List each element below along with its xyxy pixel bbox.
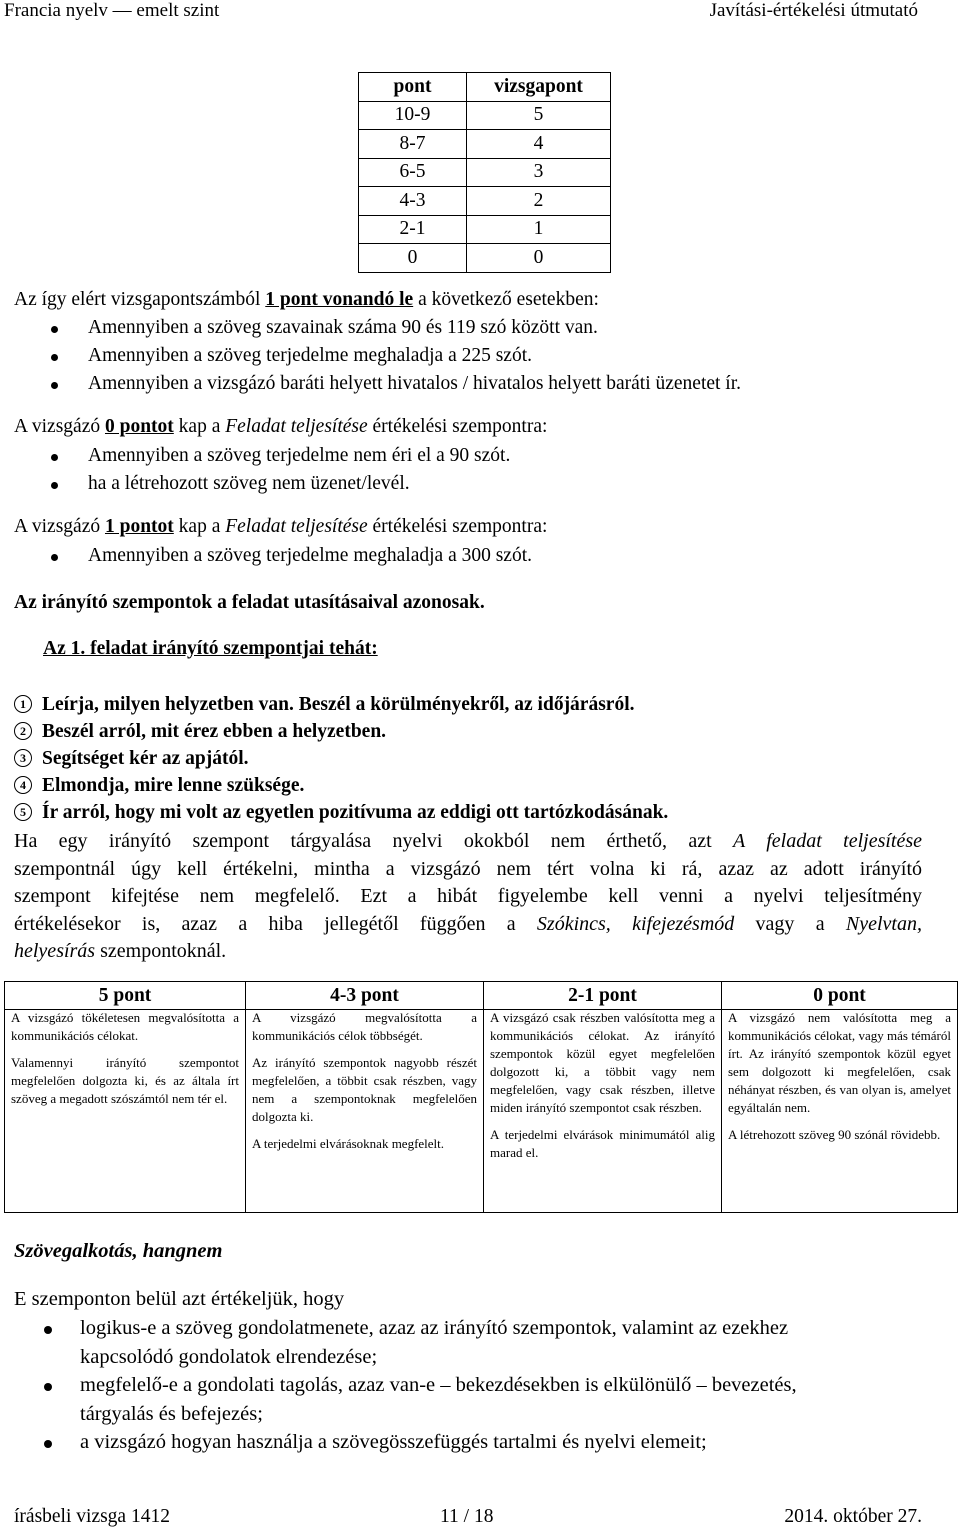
list-item: Amennyiben a szöveg terjedelme meghaladja a 300 szót. xyxy=(88,545,533,566)
bullet-icon xyxy=(44,1383,52,1391)
bullet-icon xyxy=(51,554,58,561)
grid-column-5 xyxy=(5,982,245,1212)
footer-page-number: 11 / 18 xyxy=(440,1506,494,1527)
para-italic: A feladat teljesítése xyxy=(733,830,922,852)
section-title: Szövegalkotás, hangnem xyxy=(14,1240,223,1262)
list-item-line: kapcsolódó gondolatok elrendezése; xyxy=(80,1346,378,1368)
grid-paragraph: A vizsgázó megvalósította a kommunikációs célok többségét. xyxy=(252,1010,477,1043)
table-cell: 1 xyxy=(467,215,611,244)
list-item: ha a létrehozott szöveg nem üzenet/levél. xyxy=(88,473,410,494)
bullet-icon xyxy=(51,382,58,389)
zero-pre: A vizsgázó xyxy=(14,416,105,437)
grid-column-header: 4-3 pont xyxy=(246,982,483,1010)
guide-point-text: Ír arról, hogy mi volt az egyetlen pozitívuma az eddigi ott tartózkodásának. xyxy=(42,802,669,823)
para-text: szempontoknál. xyxy=(95,940,227,962)
guide-point-text: Segítséget kér az apjától. xyxy=(42,748,249,769)
list-item-line: megfelelő-e a gondolati tagolás, azaz van-e – bekezdésekben is elkülönülő – bevezetés, xyxy=(80,1374,797,1396)
table-header-row xyxy=(359,73,611,102)
grid-column-body xyxy=(11,1009,239,1117)
grid-paragraph: A vizsgázó csak részben valósította meg a kommunikációs célokat. Az irányító szempontok közül egyet megfelelően dolgozott ki, a többit vagy nem megfelelően, vagy csak részben, illetve miden irányító szempontot csak részben. xyxy=(490,1010,715,1115)
table-header-cell: vizsgapont xyxy=(467,73,611,102)
scoring-grid xyxy=(4,981,958,1213)
zero-emphasis: 0 pontot xyxy=(104,416,174,437)
table-cell: 5 xyxy=(467,101,611,130)
zero-intro xyxy=(14,416,547,438)
grid-paragraph: Az irányító szempontok nagyobb részét megfelelően, a többit csak részben, vagy nem a szempontoknak megfelelően dolgozta ki. xyxy=(252,1055,477,1124)
table-row xyxy=(359,158,611,187)
task1-heading: Az 1. feladat irányító szempontjai tehát: xyxy=(43,638,378,659)
paragraph-line xyxy=(14,938,922,966)
paragraph-line xyxy=(14,911,922,939)
grid-column-0 xyxy=(721,982,957,1212)
table-row xyxy=(359,244,611,273)
footer-right: 2014. október 27. xyxy=(784,1506,922,1527)
table-header-cell: pont xyxy=(359,73,467,102)
deduct-emphasis: 1 pont vonandó le xyxy=(265,289,414,310)
header-right: Javítási-értékelési útmutató xyxy=(709,0,918,21)
grid-column-header: 2-1 pont xyxy=(484,982,721,1010)
list-item: Amennyiben a szöveg terjedelme nem éri el a 90 szót. xyxy=(88,445,511,466)
grid-column-2-1 xyxy=(483,982,721,1212)
table-cell: 6-5 xyxy=(359,158,467,187)
guide-same-note: Az irányító szempontok a feladat utasításaival azonosak. xyxy=(14,592,485,613)
grid-paragraph: A létrehozott szöveg 90 szónál rövidebb. xyxy=(728,1127,941,1142)
circled-number-icon: 2 xyxy=(14,722,32,740)
one-emphasis: 1 pontot xyxy=(104,516,174,537)
grid-paragraph: A vizsgázó tökéletesen megvalósította a kommunikációs célokat. xyxy=(11,1010,239,1043)
bullet-icon xyxy=(51,354,58,361)
para-italic: Nyelvtan, xyxy=(845,912,922,935)
guide-point-text: Elmondja, mire lenne szüksége. xyxy=(42,775,305,796)
table-row xyxy=(359,130,611,159)
table-cell: 8-7 xyxy=(359,130,467,159)
table-row xyxy=(359,215,611,244)
circled-number-icon: 4 xyxy=(14,776,32,794)
one-criterion: Feladat teljesítése xyxy=(225,516,368,537)
deduct-post: a következő esetekben: xyxy=(413,289,599,310)
list-item: Amennyiben a szöveg szavainak száma 90 és 119 szó között van. xyxy=(88,317,598,338)
para-italic: Szókincs, kifejezésmód xyxy=(536,912,735,935)
guide-point xyxy=(14,802,668,824)
circled-number-icon: 1 xyxy=(14,695,32,713)
deduct-intro xyxy=(14,289,599,311)
grid-column-body xyxy=(490,1009,715,1171)
para-text: értékelésekor is, azaz a hiba jellegétől függően a xyxy=(14,912,537,935)
bullet-icon xyxy=(51,482,58,489)
zero-mid: kap a xyxy=(173,416,226,437)
para-text: Ha egy irányító szempont tárgyalása nyelvi okokból nem érthető, azt xyxy=(14,830,734,852)
deduct-pre: Az így elért vizsgapontszámból xyxy=(14,289,266,310)
list-item-line: a vizsgázó hogyan használja a szövegösszefüggés tartalmi és nyelvi elemeit; xyxy=(80,1431,707,1453)
table-cell: 4-3 xyxy=(359,187,467,216)
grid-column-body xyxy=(728,1009,951,1153)
guide-point xyxy=(14,694,635,716)
bullet-icon xyxy=(51,326,58,333)
table-cell: 4 xyxy=(467,130,611,159)
guide-point-text: Leírja, milyen helyzetben van. Beszél a körülményekről, az időjárásról. xyxy=(42,694,635,715)
table-cell: 3 xyxy=(467,158,611,187)
one-intro xyxy=(14,516,547,538)
list-item-line: tárgyalás és befejezés; xyxy=(80,1403,263,1425)
circled-number-icon: 3 xyxy=(14,749,32,767)
one-pre: A vizsgázó xyxy=(14,516,105,537)
grid-paragraph: Valamennyi irányító szempontot megfelelően dolgozta ki, és az általa írt szöveg a megadott szószámtól nem tér el. xyxy=(11,1055,239,1106)
one-mid: kap a xyxy=(173,516,226,537)
grid-paragraph: A terjedelmi elvárásoknak megfelelt. xyxy=(252,1136,445,1151)
grid-paragraph: A terjedelmi elvárások minimumától alig marad el. xyxy=(490,1127,715,1160)
grid-paragraph: A vizsgázó nem valósította meg a kommunikációs célokat, vagy más témáról írt. Az irányító szempontok közül egyet sem dolgozott ki megfelelően, csak néhányat részben, és van olyan is, amelyet egyáltalán nem. xyxy=(728,1010,951,1115)
guide-point xyxy=(14,721,386,743)
section-intro: E szemponton belül azt értékeljük, hogy xyxy=(14,1288,345,1310)
grid-column-body xyxy=(252,1009,477,1162)
bullet-icon xyxy=(51,454,58,461)
circled-number-icon: 5 xyxy=(14,803,32,821)
list-item-line: logikus-e a szöveg gondolatmenete, azaz az irányító szempontok, valamint az ezekhez xyxy=(80,1317,789,1339)
table-cell: 0 xyxy=(359,244,467,273)
one-post: értékelési szempontra: xyxy=(367,516,548,537)
table-cell: 2 xyxy=(467,187,611,216)
paragraph-line xyxy=(14,828,922,856)
evaluation-paragraph xyxy=(14,828,922,966)
guide-point xyxy=(14,775,304,797)
bullet-icon xyxy=(44,1326,52,1334)
list-item: Amennyiben a vizsgázó baráti helyett hivatalos / hivatalos helyett baráti üzenetet ír. xyxy=(88,373,742,394)
header-left: Francia nyelv — emelt szint xyxy=(4,0,220,21)
zero-post: értékelési szempontra: xyxy=(367,416,548,437)
list-item: Amennyiben a szöveg terjedelme meghaladja a 225 szót. xyxy=(88,345,533,366)
table-cell: 10-9 xyxy=(359,101,467,130)
grid-column-header: 5 pont xyxy=(5,982,245,1010)
para-italic: helyesírás xyxy=(14,940,96,962)
paragraph-line: szempont kifejtése nem megfelelő. Ezt a hibát figyelembe kell venni a nyelvi teljesítmény xyxy=(14,885,922,907)
guide-point xyxy=(14,748,249,770)
guide-point-text: Beszél arról, mit érez ebben a helyzetben. xyxy=(42,721,387,742)
grid-column-4-3 xyxy=(245,982,483,1212)
table-row xyxy=(359,101,611,130)
para-text: vagy a xyxy=(734,912,846,935)
grid-column-header: 0 pont xyxy=(722,982,957,1010)
bullet-icon xyxy=(44,1440,52,1448)
table-cell: 0 xyxy=(467,244,611,273)
table-cell: 2-1 xyxy=(359,215,467,244)
table-row xyxy=(359,187,611,216)
conversion-table xyxy=(358,72,611,273)
paragraph-line: szempontnál úgy kell értékelni, mintha a vizsgázó nem tért volna ki rá, azaz az adott irányító xyxy=(14,857,922,880)
zero-criterion: Feladat teljesítése xyxy=(225,416,368,437)
footer-left: írásbeli vizsga 1412 xyxy=(14,1506,170,1527)
